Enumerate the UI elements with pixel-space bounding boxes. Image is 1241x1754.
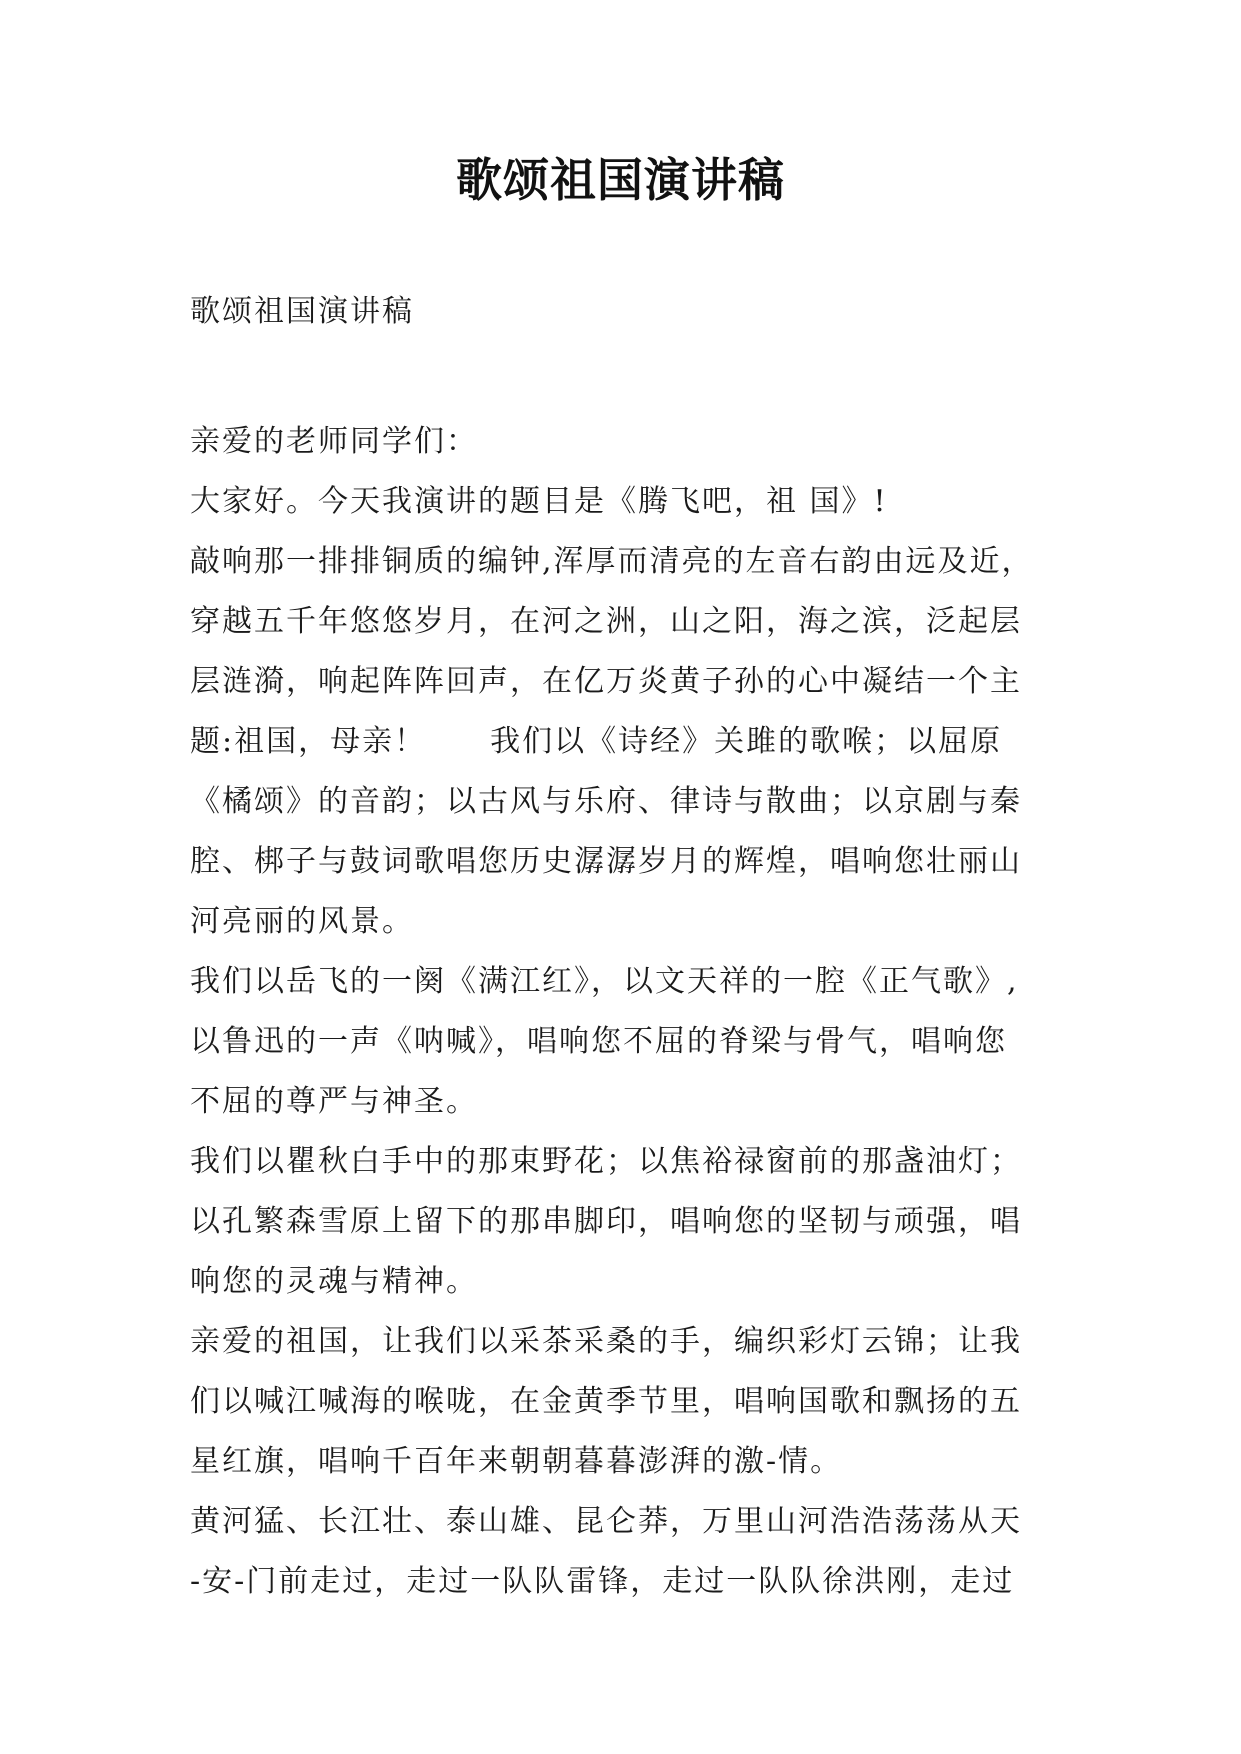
text-line: 亲爱的老师同学们： (190, 424, 478, 459)
text-line: 大家好。今天我演讲的题目是《腾飞吧，祖 国》! (190, 484, 888, 519)
text-line: 们以喊江喊海的喉咙，在金黄季节里，唱响国歌和飘扬的五 (190, 1384, 1022, 1419)
text-line: -安-门前走过，走过一队队雷锋，走过一队队徐洪刚，走过 (190, 1564, 1015, 1599)
text-line: 层涟漪，响起阵阵回声，在亿万炎黄子孙的心中凝结一个主 (190, 664, 1022, 699)
document-body (190, 412, 1070, 1612)
text-line: 星红旗，唱响千百年来朝朝暮暮澎湃的激-情。 (190, 1444, 843, 1479)
text-line: 以鲁迅的一声《呐喊》，唱响您不屈的脊梁与骨气，唱响您 (190, 1024, 1007, 1059)
text-line: 不屈的尊严与神圣。 (190, 1084, 478, 1119)
text-line: 《橘颂》的音韵；以古风与乐府、律诗与散曲；以京剧与秦 (190, 784, 1022, 819)
text-line: 题:祖国，母亲！ 我们以《诗经》关雎的歌喉；以屈原 (190, 724, 1003, 759)
text-line: 响您的灵魂与精神。 (190, 1264, 478, 1299)
text-line: 敲响那一排排铜质的编钟,浑厚而清亮的左音右韵由远及近， (190, 544, 1034, 579)
text-line: 穿越五千年悠悠岁月，在河之洲，山之阳，海之滨，泛起层 (190, 604, 1022, 639)
text-line: 以孔繁森雪原上留下的那串脚印，唱响您的坚韧与顽强，唱 (190, 1204, 1022, 1239)
text-line: 黄河猛、长江壮、泰山雄、昆仑莽，万里山河浩浩荡荡从天 (190, 1504, 1022, 1539)
text-line: 我们以岳飞的一阕《满江红》，以文天祥的一腔《正气歌》, (190, 964, 1019, 999)
document-subtitle: 歌颂祖国演讲稿 (190, 294, 414, 329)
text-line: 腔、梆子与鼓词歌唱您历史潺潺岁月的辉煌，唱响您壮丽山 (190, 844, 1022, 879)
text-line: 我们以瞿秋白手中的那束野花；以焦裕禄窗前的那盏油灯； (190, 1144, 1022, 1179)
text-line: 河亮丽的风景。 (190, 904, 414, 939)
text-line: 亲爱的祖国，让我们以采茶采桑的手，编织彩灯云锦；让我 (190, 1324, 1022, 1359)
document-title: 歌颂祖国演讲稿 (456, 153, 785, 207)
